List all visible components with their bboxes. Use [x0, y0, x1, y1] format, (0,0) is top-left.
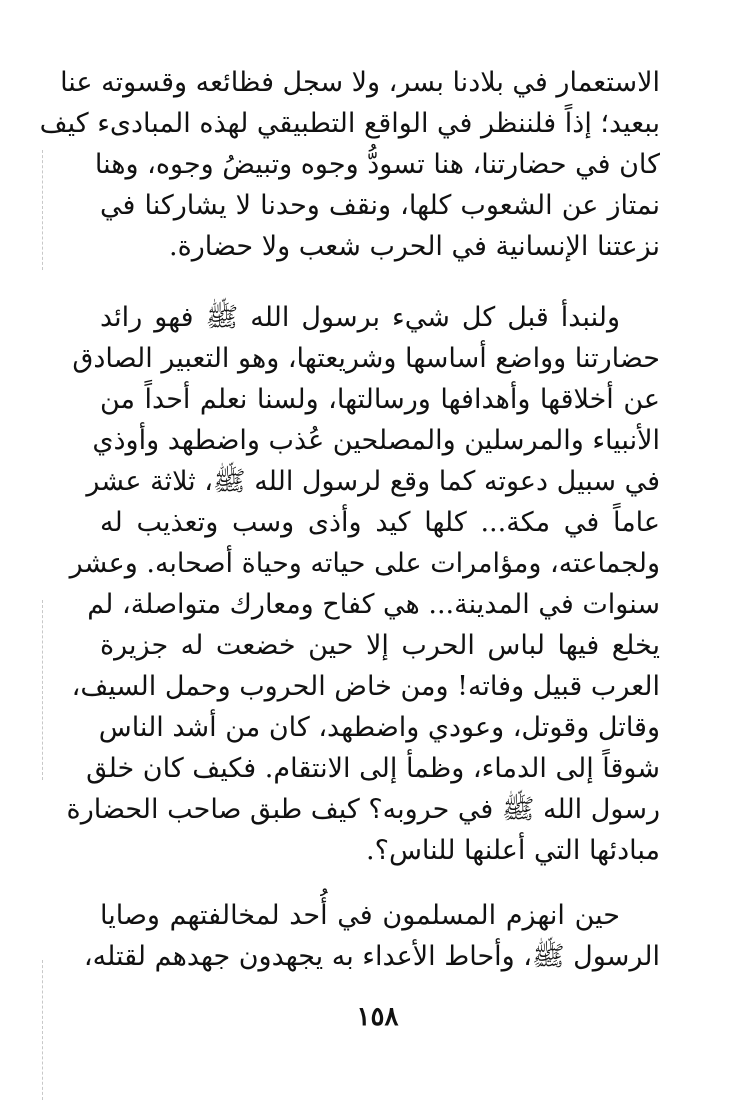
text-line: رسول الله ﷺ في حروبه؟ كيف طبق صاحب الحضارة	[66, 794, 660, 825]
text-line: يخلع فيها لباس الحرب إلا حين خضعت له جزيرة	[100, 630, 660, 661]
page-number: ١٥٨	[356, 1002, 399, 1032]
text-line: حضارتنا وواضع أساسها وشريعتها، وهو التعبير الصادق	[72, 343, 660, 374]
text-line: كان في حضارتنا، هنا تسودُّ وجوه وتبيضُ وجوه، وهنا	[94, 149, 660, 180]
text-line: وقاتل وقوتل، وعودي واضطهد، كان من أشد الناس	[98, 712, 660, 743]
text-line: في سبيل دعوته كما وقع لرسول الله ﷺ، ثلاثة عشر	[86, 466, 660, 497]
paragraph-1	[39, 62, 660, 267]
text-line: شوقاً إلى الدماء، وظمأ إلى الانتقام. فكيف كان خلق	[86, 753, 660, 784]
paragraph-3	[83, 895, 660, 977]
text-line: حين انهزم المسلمون في أُحد لمخالفتهم وصايا	[100, 900, 620, 931]
text-line: الاستعمار في بلادنا بسر، ولا سجل فظائعه وقسوته عنا	[60, 67, 660, 98]
text-line: ببعيد؛ إذاً فلننظر في الواقع التطبيقي لهذه المبادىء كيف	[39, 108, 660, 139]
margin-rule	[42, 150, 43, 270]
text-line: نمتاز عن الشعوب كلها، ونقف وحدنا لا يشاركنا في	[100, 190, 660, 221]
text-line: نزعتنا الإنسانية في الحرب شعب ولا حضارة.	[169, 231, 660, 262]
text-line: مبادئها التي أعلنها للناس؟.	[366, 835, 660, 866]
text-line: عاماً في مكة... كلها كيد وأذى وسب وتعذيب له	[100, 507, 660, 538]
paragraph-2	[66, 297, 660, 871]
text-line: العرب قبيل وفاته! ومن خاض الحروب وحمل السيف،	[71, 671, 660, 702]
text-line: عن أخلاقها وأهدافها ورسالتها، ولسنا نعلم أحداً من	[100, 384, 660, 415]
text-line: ولجماعته، ومؤامرات على حياته وحياة أصحابه. وعشر	[69, 548, 660, 579]
text-line: سنوات في المدينة... هي كفاح ومعارك متواصلة، لم	[87, 589, 660, 620]
text-line: الرسول ﷺ، وأحاط الأعداء به يجهدون جهدهم لقتله،	[83, 941, 660, 972]
text-line: ولنبدأ قبل كل شيء برسول الله ﷺ فهو رائد	[100, 302, 620, 333]
margin-rule	[42, 600, 43, 780]
text-line: الأنبياء والمرسلين والمصلحين عُذب واضطهد وأوذي	[92, 425, 660, 456]
